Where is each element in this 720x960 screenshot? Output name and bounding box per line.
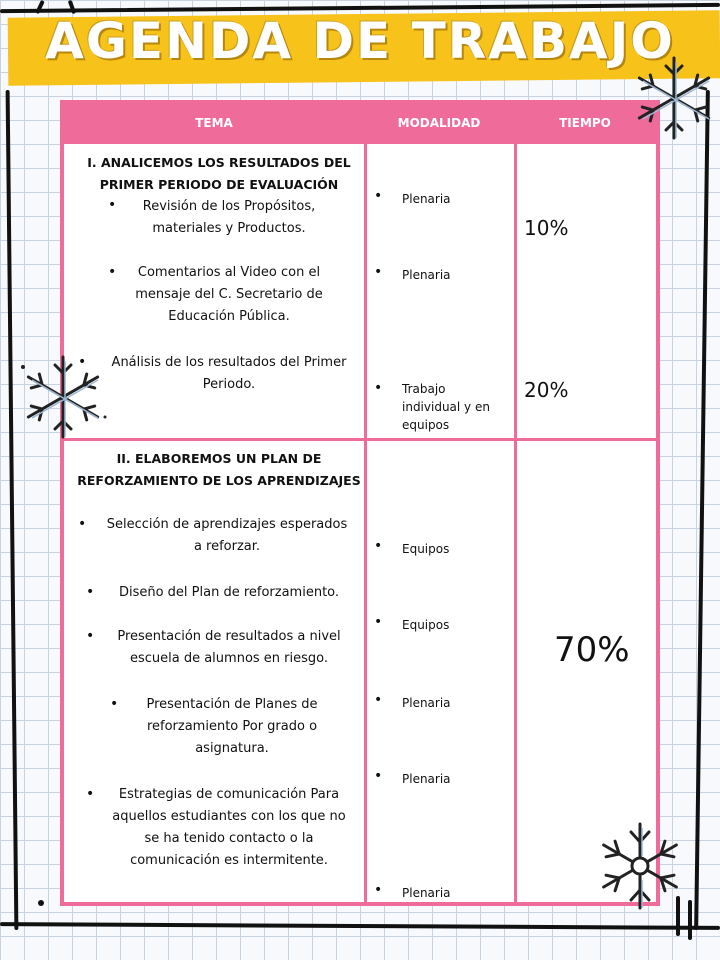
section-2-item-4: Presentación de Planes de reforzamiento Por grado o asignatura. [146,697,318,756]
section-1-item-2: Comentarios al Video con el mensaje del C. Secretario de Educación Pública. [135,265,323,324]
table-header [64,104,656,144]
frame-corner-mark-4 [688,900,692,940]
section-2-modalidad-1: Equipos [402,542,450,556]
section-2-modalidad-2: Equipos [402,618,450,632]
header-tiempo: TIEMPO [559,116,611,130]
bullet: • [86,628,95,644]
section-2-title: II. ELABOREMOS UN PLAN DE REFORZAMIENTO DE LOS APRENDIZAJES [77,451,361,488]
section-2-item-2: Diseño del Plan de reforzamiento. [118,585,340,600]
bullet: • [108,264,117,280]
section-1-modalidad-3: Trabajo individual y en equipos [402,382,490,432]
bullet: • [86,786,95,802]
section-1-modalidad-2: Plenaria [402,268,451,282]
bullet: • [374,882,383,898]
column-divider-2 [514,144,517,906]
snowflake-icon [628,52,720,144]
bullet: • [78,516,87,532]
header-tema: TEMA [195,116,233,130]
snowflake-icon [16,350,110,444]
column-divider-1 [364,144,367,906]
frame-line-right [694,90,710,930]
frame-line-left [6,90,19,930]
snowflake-icon [592,818,688,914]
section-1-item-1: Revisión de los Propósitos, materiales y Productos. [142,199,316,236]
row-divider [64,438,656,441]
agenda-table [60,100,660,906]
bullet: • [86,584,95,600]
bullet: • [108,197,117,213]
section-2-item-1: Selección de aprendizajes esperados a reforzar. [106,517,348,554]
header-modalidad: MODALIDAD [397,116,481,130]
bullet: • [374,264,383,280]
section-1-tiempo-1: 10% [524,216,569,240]
bullet: • [374,538,383,554]
section-2-modalidad-4: Plenaria [402,772,451,786]
section-1-tiempo-2: 20% [524,378,569,402]
bullet: • [374,692,383,708]
bullet: • [374,380,383,396]
frame-dot [38,900,44,906]
bullet: • [78,354,87,370]
section-2-item-5: Estrategias de comunicación Para aquellos estudiantes con los que no se ha tenido contacto o la comunicación es intermitente. [112,787,346,868]
section-2-modalidad-5: Plenaria [402,886,451,900]
section-1-title: I. ANALICEMOS LOS RESULTADOS DEL PRIMER PERIODO DE EVALUACIÓN [87,155,351,192]
bullet: • [374,614,383,630]
bullet: • [374,768,383,784]
section-1-modalidad-1: Plenaria [402,192,451,206]
frame-line-bottom [0,922,720,930]
section-2-tiempo: 70% [554,630,630,670]
section-2-modalidad-3: Plenaria [402,696,451,710]
bullet: • [110,696,119,712]
section-1-item-3: Análisis de los resultados del Primer Periodo. [111,355,347,392]
page-title: AGENDA DE TRABAJO [45,12,675,70]
section-2-item-3: Presentación de resultados a nivel escuela de alumnos en riesgo. [117,629,341,666]
bullet: • [374,188,383,204]
